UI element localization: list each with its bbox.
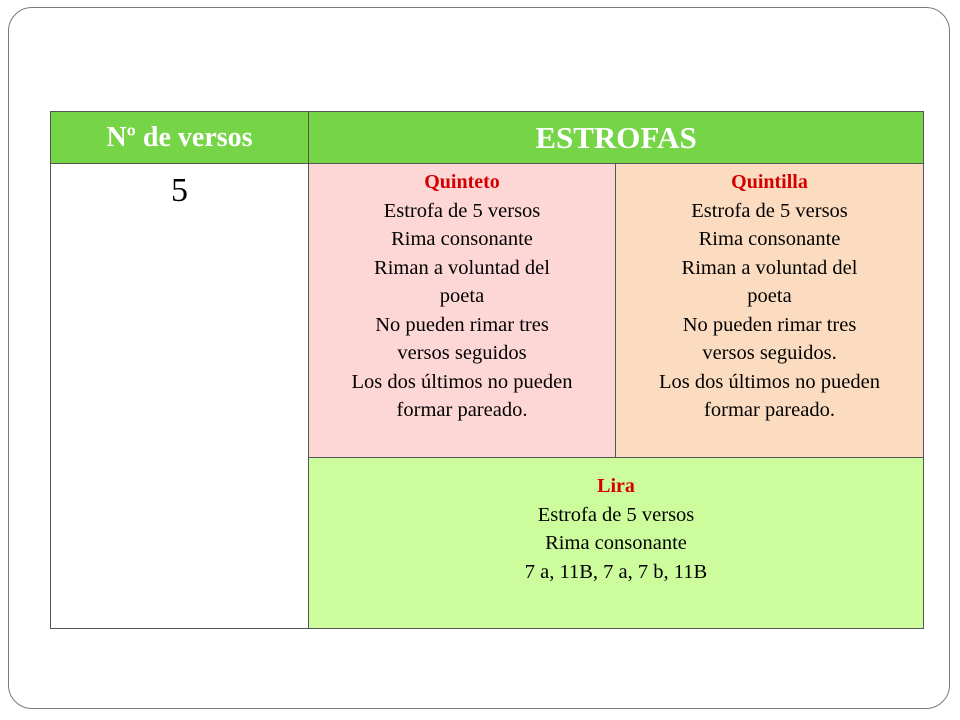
quintilla-line: Estrofa de 5 versos (691, 199, 848, 222)
quintilla-line: Rima consonante (698, 228, 841, 250)
lira-line: Rima consonante (545, 532, 687, 554)
quintilla-line: poeta (747, 285, 792, 307)
quinteto-line: Estrofa de 5 versos (383, 199, 541, 222)
quinteto-title: Quinteto (424, 171, 500, 193)
quintilla-line: Riman a voluntad del (681, 256, 858, 279)
quintilla-line: formar pareado. (704, 399, 835, 421)
quinteto-line: Riman a voluntad del (374, 256, 550, 279)
row-quinteto-quintilla (51, 164, 924, 458)
quinteto-line: versos seguidos (397, 342, 527, 364)
header-verse-count: Nº de versos (51, 112, 309, 164)
lira-line: Estrofa de 5 versos (537, 503, 695, 526)
quinteto-line: No pueden rimar tres (375, 313, 549, 336)
quintilla-line: versos seguidos. (702, 342, 837, 364)
quintilla-title: Quintilla (731, 171, 808, 193)
header-row (51, 112, 924, 164)
verse-count-cell: 5 (51, 164, 309, 629)
lira-line: 7 a, 11B, 7 a, 7 b, 11B (524, 560, 708, 583)
quinteto-cell (309, 164, 616, 458)
quintilla-line: Los dos últimos no pueden (659, 370, 880, 393)
header-strophes: ESTROFAS (309, 112, 924, 164)
quinteto-line: Los dos últimos no pueden (351, 370, 573, 393)
lira-cell (309, 458, 924, 629)
quintilla-cell (616, 164, 924, 458)
strophes-table (50, 111, 924, 629)
quinteto-line: Rima consonante (391, 228, 533, 250)
lira-title: Lira (597, 475, 635, 497)
quinteto-line: poeta (439, 285, 485, 307)
quintilla-line: No pueden rimar tres (682, 313, 857, 336)
quinteto-line: formar pareado. (396, 399, 528, 421)
